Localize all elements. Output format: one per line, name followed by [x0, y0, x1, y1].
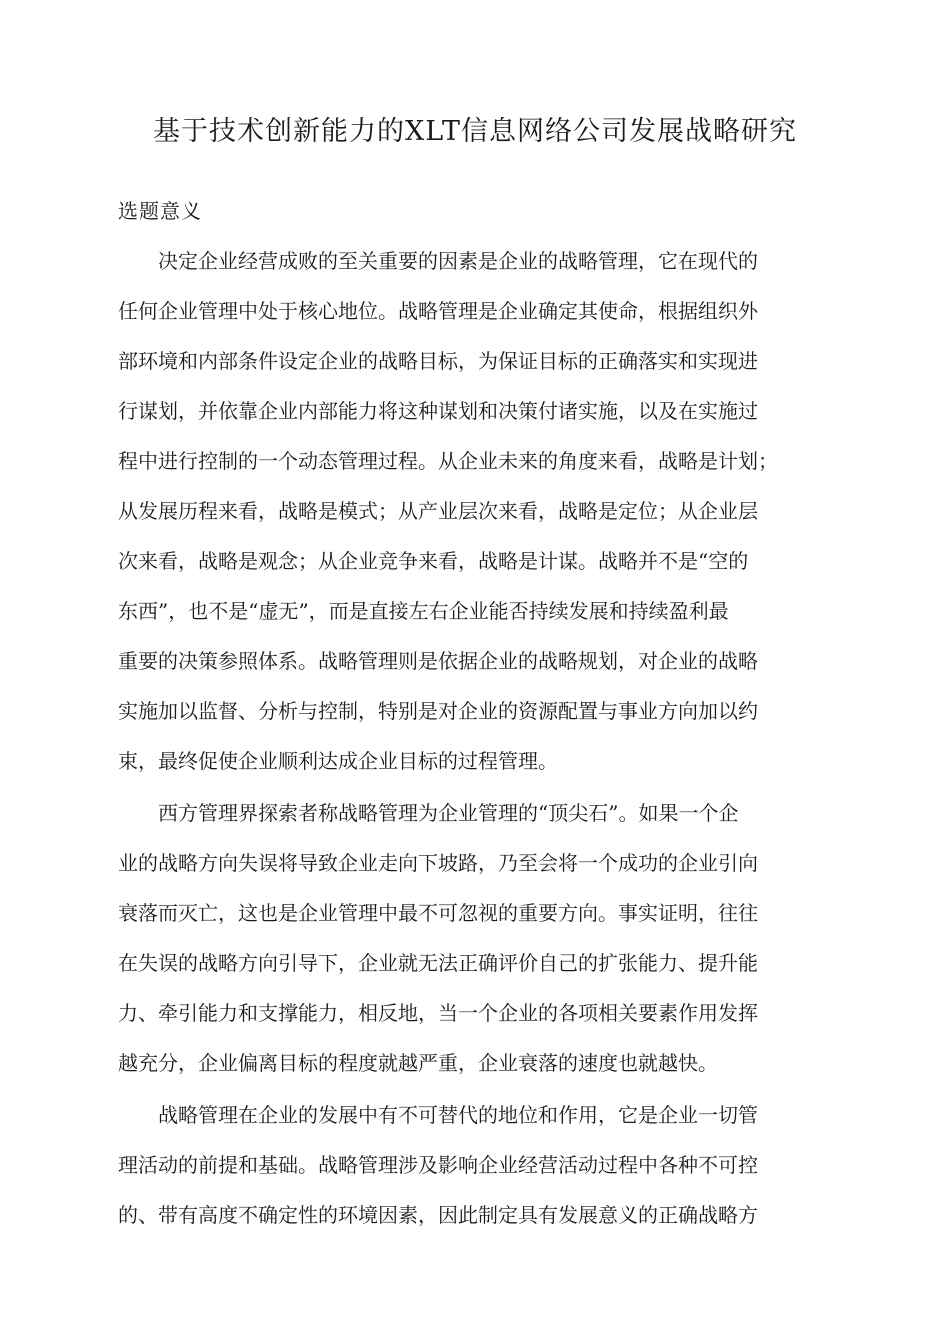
body-line: 力、牵引能力和支撑能力，相反地，当一个企业的各项相关要素作用发挥 — [118, 1001, 758, 1025]
body-line: 战略管理在企业的发展中有不可替代的地位和作用，它是企业一切管 — [118, 1103, 758, 1127]
body-line: 重要的决策参照体系。战略管理则是依据企业的战略规划，对企业的战略 — [118, 649, 758, 673]
body-line: 行谋划，并依靠企业内部能力将这种谋划和决策付诸实施，以及在实施过 — [118, 399, 758, 423]
body-line: 越充分，企业偏离目标的程度就越严重，企业衰落的速度也就越快。 — [118, 1051, 718, 1075]
document-title: 基于技术创新能力的XLT信息网络公司发展战略研究 — [153, 116, 797, 147]
body-line: 束，最终促使企业顺利达成企业目标的过程管理。 — [118, 749, 558, 773]
section-heading: 选题意义 — [118, 199, 202, 223]
body-line: 任何企业管理中处于核心地位。战略管理是企业确定其使命，根据组织外 — [118, 299, 758, 323]
body-line: 的、带有高度不确定性的环境因素，因此制定具有发展意义的正确战略方 — [118, 1203, 758, 1227]
body-line: 程中进行控制的一个动态管理过程。从企业未来的角度来看，战略是计划； — [118, 449, 778, 473]
body-line: 部环境和内部条件设定企业的战略目标，为保证目标的正确落实和实现进 — [118, 349, 758, 373]
body-line: 东西”，也不是“虚无”，而是直接左右企业能否持续发展和持续盈利最 — [118, 599, 729, 623]
body-line: 决定企业经营成败的至关重要的因素是企业的战略管理，它在现代的 — [118, 249, 758, 273]
body-line: 从发展历程来看，战略是模式；从产业层次来看，战略是定位；从企业层 — [118, 499, 758, 523]
body-line: 衰落而灭亡，这也是企业管理中最不可忽视的重要方向。事实证明，往往 — [118, 901, 758, 925]
body-line: 西方管理界探索者称战略管理为企业管理的“顶尖石”。如果一个企 — [118, 801, 739, 825]
body-line: 理活动的前提和基础。战略管理涉及影响企业经营活动过程中各种不可控 — [118, 1153, 758, 1177]
body-line: 次来看，战略是观念；从企业竞争来看，战略是计谋。战略并不是“空的 — [118, 549, 749, 573]
body-line: 实施加以监督、分析与控制，特别是对企业的资源配置与事业方向加以约 — [118, 699, 758, 723]
body-line: 在失误的战略方向引导下，企业就无法正确评价自己的扩张能力、提升能 — [118, 951, 758, 975]
body-line: 业的战略方向失误将导致企业走向下坡路，乃至会将一个成功的企业引向 — [118, 851, 758, 875]
